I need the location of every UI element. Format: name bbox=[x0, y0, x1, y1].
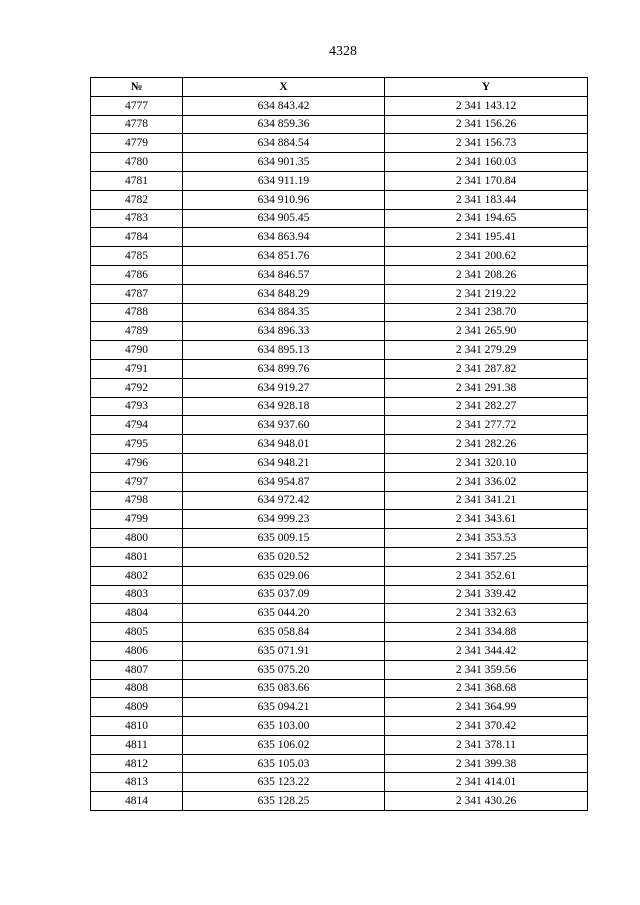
point-number-cell: 4793 bbox=[91, 397, 183, 416]
y-coordinate-cell: 2 341 430.26 bbox=[385, 792, 588, 811]
table-row bbox=[91, 529, 588, 548]
table-row bbox=[91, 679, 588, 698]
table-row bbox=[91, 378, 588, 397]
x-coordinate-cell: 635 083.66 bbox=[183, 679, 385, 698]
y-coordinate-cell: 2 341 414.01 bbox=[385, 773, 588, 792]
point-number-cell: 4780 bbox=[91, 153, 183, 172]
point-number-cell: 4808 bbox=[91, 679, 183, 698]
y-coordinate-cell: 2 341 277.72 bbox=[385, 416, 588, 435]
point-number-cell: 4794 bbox=[91, 416, 183, 435]
point-number-cell: 4797 bbox=[91, 472, 183, 491]
table-row bbox=[91, 491, 588, 510]
x-coordinate-cell: 635 094.21 bbox=[183, 698, 385, 717]
y-coordinate-cell: 2 341 378.11 bbox=[385, 735, 588, 754]
point-number-cell: 4805 bbox=[91, 623, 183, 642]
column-header-number: № bbox=[91, 78, 183, 97]
table-row bbox=[91, 416, 588, 435]
point-number-cell: 4814 bbox=[91, 792, 183, 811]
x-coordinate-cell: 634 884.54 bbox=[183, 134, 385, 153]
table-row bbox=[91, 190, 588, 209]
y-coordinate-cell: 2 341 332.63 bbox=[385, 604, 588, 623]
table-row bbox=[91, 322, 588, 341]
y-coordinate-cell: 2 341 353.53 bbox=[385, 529, 588, 548]
y-coordinate-cell: 2 341 368.68 bbox=[385, 679, 588, 698]
point-number-cell: 4785 bbox=[91, 247, 183, 266]
y-coordinate-cell: 2 341 399.38 bbox=[385, 754, 588, 773]
table-row bbox=[91, 698, 588, 717]
x-coordinate-cell: 634 919.27 bbox=[183, 378, 385, 397]
point-number-cell: 4786 bbox=[91, 265, 183, 284]
x-coordinate-cell: 635 009.15 bbox=[183, 529, 385, 548]
x-coordinate-cell: 635 106.02 bbox=[183, 735, 385, 754]
table-row bbox=[91, 247, 588, 266]
point-number-cell: 4788 bbox=[91, 303, 183, 322]
point-number-cell: 4811 bbox=[91, 735, 183, 754]
y-coordinate-cell: 2 341 291.38 bbox=[385, 378, 588, 397]
x-coordinate-cell: 635 071.91 bbox=[183, 641, 385, 660]
x-coordinate-cell: 635 020.52 bbox=[183, 547, 385, 566]
column-header-y: Y bbox=[385, 78, 588, 97]
table-row bbox=[91, 604, 588, 623]
table-row bbox=[91, 735, 588, 754]
table-row bbox=[91, 134, 588, 153]
x-coordinate-cell: 635 128.25 bbox=[183, 792, 385, 811]
x-coordinate-cell: 635 037.09 bbox=[183, 585, 385, 604]
table-row bbox=[91, 660, 588, 679]
y-coordinate-cell: 2 341 195.41 bbox=[385, 228, 588, 247]
y-coordinate-cell: 2 341 364.99 bbox=[385, 698, 588, 717]
point-number-cell: 4790 bbox=[91, 341, 183, 360]
y-coordinate-cell: 2 341 143.12 bbox=[385, 96, 588, 115]
table-row bbox=[91, 717, 588, 736]
table-row bbox=[91, 623, 588, 642]
table-row bbox=[91, 284, 588, 303]
x-coordinate-cell: 634 911.19 bbox=[183, 171, 385, 190]
y-coordinate-cell: 2 341 219.22 bbox=[385, 284, 588, 303]
table-row bbox=[91, 547, 588, 566]
y-coordinate-cell: 2 341 370.42 bbox=[385, 717, 588, 736]
point-number-cell: 4802 bbox=[91, 566, 183, 585]
y-coordinate-cell: 2 341 200.62 bbox=[385, 247, 588, 266]
y-coordinate-cell: 2 341 279.29 bbox=[385, 341, 588, 360]
y-coordinate-cell: 2 341 341.21 bbox=[385, 491, 588, 510]
x-coordinate-cell: 635 123.22 bbox=[183, 773, 385, 792]
point-number-cell: 4804 bbox=[91, 604, 183, 623]
table-row bbox=[91, 265, 588, 284]
x-coordinate-cell: 634 948.21 bbox=[183, 453, 385, 472]
x-coordinate-cell: 634 895.13 bbox=[183, 341, 385, 360]
y-coordinate-cell: 2 341 336.02 bbox=[385, 472, 588, 491]
point-number-cell: 4781 bbox=[91, 171, 183, 190]
x-coordinate-cell: 634 899.76 bbox=[183, 359, 385, 378]
y-coordinate-cell: 2 341 344.42 bbox=[385, 641, 588, 660]
x-coordinate-cell: 635 103.00 bbox=[183, 717, 385, 736]
x-coordinate-cell: 634 859.36 bbox=[183, 115, 385, 134]
table-row bbox=[91, 228, 588, 247]
x-coordinate-cell: 635 075.20 bbox=[183, 660, 385, 679]
point-number-cell: 4792 bbox=[91, 378, 183, 397]
x-coordinate-cell: 634 972.42 bbox=[183, 491, 385, 510]
x-coordinate-cell: 634 910.96 bbox=[183, 190, 385, 209]
table-row bbox=[91, 303, 588, 322]
y-coordinate-cell: 2 341 287.82 bbox=[385, 359, 588, 378]
table-row bbox=[91, 773, 588, 792]
y-coordinate-cell: 2 341 183.44 bbox=[385, 190, 588, 209]
table-row bbox=[91, 115, 588, 134]
y-coordinate-cell: 2 341 160.03 bbox=[385, 153, 588, 172]
point-number-cell: 4807 bbox=[91, 660, 183, 679]
table-body bbox=[91, 96, 588, 810]
x-coordinate-cell: 634 851.76 bbox=[183, 247, 385, 266]
table-row bbox=[91, 341, 588, 360]
x-coordinate-cell: 634 954.87 bbox=[183, 472, 385, 491]
x-coordinate-cell: 634 884.35 bbox=[183, 303, 385, 322]
point-number-cell: 4812 bbox=[91, 754, 183, 773]
table-row bbox=[91, 435, 588, 454]
point-number-cell: 4777 bbox=[91, 96, 183, 115]
y-coordinate-cell: 2 341 320.10 bbox=[385, 453, 588, 472]
table-row bbox=[91, 209, 588, 228]
y-coordinate-cell: 2 341 238.70 bbox=[385, 303, 588, 322]
coordinates-table bbox=[90, 77, 588, 811]
y-coordinate-cell: 2 341 265.90 bbox=[385, 322, 588, 341]
x-coordinate-cell: 635 058.84 bbox=[183, 623, 385, 642]
table-row bbox=[91, 472, 588, 491]
x-coordinate-cell: 634 848.29 bbox=[183, 284, 385, 303]
y-coordinate-cell: 2 341 194.65 bbox=[385, 209, 588, 228]
table-row bbox=[91, 453, 588, 472]
point-number-cell: 4813 bbox=[91, 773, 183, 792]
point-number-cell: 4779 bbox=[91, 134, 183, 153]
point-number-cell: 4787 bbox=[91, 284, 183, 303]
y-coordinate-cell: 2 341 282.27 bbox=[385, 397, 588, 416]
point-number-cell: 4789 bbox=[91, 322, 183, 341]
table-row bbox=[91, 171, 588, 190]
point-number-cell: 4798 bbox=[91, 491, 183, 510]
point-number-cell: 4784 bbox=[91, 228, 183, 247]
table-row bbox=[91, 566, 588, 585]
y-coordinate-cell: 2 341 339.42 bbox=[385, 585, 588, 604]
table-row bbox=[91, 754, 588, 773]
x-coordinate-cell: 635 029.06 bbox=[183, 566, 385, 585]
point-number-cell: 4783 bbox=[91, 209, 183, 228]
point-number-cell: 4810 bbox=[91, 717, 183, 736]
table-row bbox=[91, 153, 588, 172]
x-coordinate-cell: 634 999.23 bbox=[183, 510, 385, 529]
y-coordinate-cell: 2 341 156.73 bbox=[385, 134, 588, 153]
table-row bbox=[91, 96, 588, 115]
x-coordinate-cell: 634 846.57 bbox=[183, 265, 385, 284]
x-coordinate-cell: 634 901.35 bbox=[183, 153, 385, 172]
x-coordinate-cell: 635 105.03 bbox=[183, 754, 385, 773]
point-number-cell: 4795 bbox=[91, 435, 183, 454]
point-number-cell: 4801 bbox=[91, 547, 183, 566]
y-coordinate-cell: 2 341 156.26 bbox=[385, 115, 588, 134]
x-coordinate-cell: 634 948.01 bbox=[183, 435, 385, 454]
point-number-cell: 4796 bbox=[91, 453, 183, 472]
y-coordinate-cell: 2 341 359.56 bbox=[385, 660, 588, 679]
x-coordinate-cell: 634 928.18 bbox=[183, 397, 385, 416]
x-coordinate-cell: 634 896.33 bbox=[183, 322, 385, 341]
point-number-cell: 4782 bbox=[91, 190, 183, 209]
x-coordinate-cell: 634 863.94 bbox=[183, 228, 385, 247]
table-row bbox=[91, 359, 588, 378]
point-number-cell: 4800 bbox=[91, 529, 183, 548]
x-coordinate-cell: 634 843.42 bbox=[183, 96, 385, 115]
y-coordinate-cell: 2 341 334.88 bbox=[385, 623, 588, 642]
table-row bbox=[91, 510, 588, 529]
table-header-row bbox=[91, 78, 588, 97]
table-row bbox=[91, 641, 588, 660]
y-coordinate-cell: 2 341 208.26 bbox=[385, 265, 588, 284]
table-row bbox=[91, 397, 588, 416]
table-row bbox=[91, 792, 588, 811]
y-coordinate-cell: 2 341 343.61 bbox=[385, 510, 588, 529]
x-coordinate-cell: 635 044.20 bbox=[183, 604, 385, 623]
column-header-x: X bbox=[183, 78, 385, 97]
x-coordinate-cell: 634 937.60 bbox=[183, 416, 385, 435]
table-row bbox=[91, 585, 588, 604]
point-number-cell: 4791 bbox=[91, 359, 183, 378]
point-number-cell: 4809 bbox=[91, 698, 183, 717]
y-coordinate-cell: 2 341 282.26 bbox=[385, 435, 588, 454]
y-coordinate-cell: 2 341 357.25 bbox=[385, 547, 588, 566]
page-number: 4328 bbox=[329, 44, 357, 59]
point-number-cell: 4803 bbox=[91, 585, 183, 604]
y-coordinate-cell: 2 341 352.61 bbox=[385, 566, 588, 585]
y-coordinate-cell: 2 341 170.84 bbox=[385, 171, 588, 190]
point-number-cell: 4799 bbox=[91, 510, 183, 529]
point-number-cell: 4778 bbox=[91, 115, 183, 134]
point-number-cell: 4806 bbox=[91, 641, 183, 660]
x-coordinate-cell: 634 905.45 bbox=[183, 209, 385, 228]
